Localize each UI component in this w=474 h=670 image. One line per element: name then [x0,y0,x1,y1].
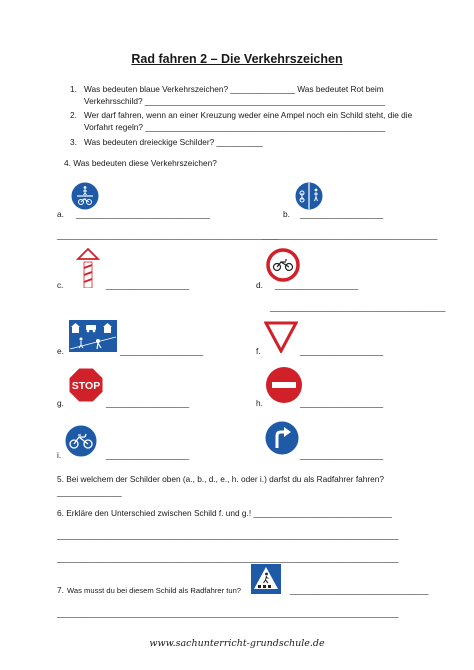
q5-text: 5. Bei welchem der Schilder oben (a., b., d., e., h. oder i.) darfst du als Radfahrer fahren? [57,474,384,484]
q1-number: 1. [70,84,77,94]
footer-url: www.sachunterricht-grundschule.de [149,638,325,649]
q6-answer-line-1: __________________________________________________________________________ [57,530,399,540]
q7-text: Was musst du bei diesem Schild als Radfahrer tun? [67,586,242,595]
item-d-label: d. [256,280,263,290]
item-a-answer-line: _____________________________ [76,209,210,219]
q5-answer-line: ______________ [57,487,122,497]
item-g-answer-line: __________________ [106,398,190,408]
item-i-answer-line: __________________ [106,450,190,460]
item-g-label: g. [57,398,64,408]
q1-line1: Was bedeuten blaue Verkehrszeichen? ______________ Was bedeutet Rot beim [84,84,384,94]
q7-answer-line: ______________________________ [290,585,429,595]
q3-number: 3. [70,137,77,147]
item-b-label: b. [283,209,290,219]
q3-line1: Was bedeuten dreieckige Schilder? __________ [84,137,263,147]
item-a-label: a. [57,209,64,219]
q1-line2: Verkehrsschild? ____________________________________________________ [84,96,385,106]
item-h-label: h. [256,398,263,408]
q6-text: 6. Erkläre den Unterschied zwischen Schild f. und g.! ______________________________ [57,508,392,518]
q7-number: 7. [57,585,64,595]
q6-answer-line-2: __________________________________________________________________________ [57,553,399,563]
item-f-answer-line: __________________ [300,346,384,356]
railroad-crossing-sign-icon [76,248,100,293]
item-h-answer-line: __________________ [300,398,384,408]
pedestrian-crossing-sign-icon [250,563,282,600]
item-e-answer-line: __________________ [120,346,204,356]
page-title: Rad fahren 2 – Die Verkehrszeichen [131,52,343,66]
item-i-label: i. [57,450,62,460]
item-h2-answer-line: __________________ [300,450,384,460]
q4-text: 4. Was bedeuten diese Verkehrszeichen? [64,158,217,168]
turn-right-sign-icon [264,420,300,461]
item-b-answer-line-2: ______________________________________ [262,230,438,240]
q2-line2: Vorfahrt regeln? ____________________________________________________ [84,122,386,132]
no-entry-sign-icon [265,366,303,409]
play-street-sign-icon [68,319,118,358]
yield-sign-icon [264,321,298,358]
q2-line1: Wer darf fahren, wenn an einer Kreuzung weder eine Ampel noch ein Schild steht, die die [84,110,413,120]
item-c-label: c. [57,280,64,290]
item-b-answer-line: __________________ [300,209,384,219]
bicycle-path-sign-icon [64,424,98,463]
item-d-answer-line: __________________ [275,280,359,290]
item-c-answer-line: __________________ [106,280,190,290]
stop-sign-icon [68,367,104,408]
item-a-answer-line-2: ________________________________________________ [57,230,279,240]
item-f-label: f. [256,346,261,356]
item-d-answer-line-2: ______________________________________ [270,302,446,312]
q7-answer-line-2: __________________________________________________________________________ [57,608,399,618]
stop-sign-text: STOP [71,380,101,392]
q2-number: 2. [70,110,77,120]
item-e-label: e. [57,346,64,356]
